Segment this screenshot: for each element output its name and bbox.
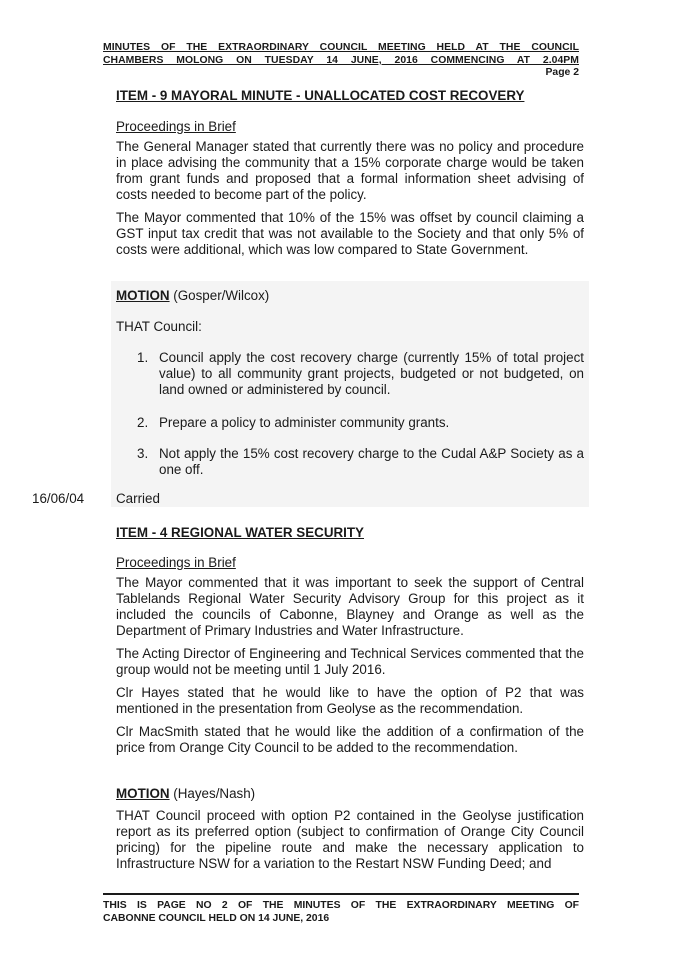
motion-label: MOTION: [116, 288, 170, 303]
item-4-proceedings-label: Proceedings in Brief: [116, 555, 236, 570]
item-4-paragraph-3: Clr Hayes stated that he would like to have the option of P2 that was mentioned in the presentation from Geolyse as the recommendation.: [116, 685, 584, 716]
item-4-paragraph-4: Clr MacSmith stated that he would like the addition of a confirmation of the price from Orange City Council to be added to the recommendation.: [116, 724, 584, 755]
motion-result: Carried: [116, 491, 160, 506]
motion-movers: (Hayes/Nash): [169, 786, 256, 801]
list-item-text: Council apply the cost recovery charge (currently 15% of total project value) to all community grant projects, budgeted or not budgeted, on land owned or administered by council.: [159, 350, 584, 397]
list-item-number: 3.: [137, 446, 149, 461]
footer-line-2: CABONNE COUNCIL HELD ON 14 JUNE, 2016: [103, 913, 330, 924]
header-line-2: CHAMBERS MOLONG ON TUESDAY 14 JUNE, 2016 COMMENCING AT 2.04PM: [103, 55, 579, 66]
list-item-number: 1.: [137, 350, 149, 365]
list-item-text: Not apply the 15% cost recovery charge to the Cudal A&P Society as a one off.: [159, 446, 584, 477]
motion-movers: (Gosper/Wilcox): [169, 288, 270, 303]
item-9-title: ITEM - 9 MAYORAL MINUTE - UNALLOCATED COST RECOVERY: [116, 88, 525, 103]
footer-line-1: THIS IS PAGE NO 2 OF THE MINUTES OF THE EXTRAORDINARY MEETING OF: [103, 900, 579, 911]
item-4-title: ITEM - 4 REGIONAL WATER SECURITY: [116, 525, 364, 540]
list-item-text: Prepare a policy to administer community grants.: [159, 415, 450, 430]
item-4-paragraph-2: The Acting Director of Engineering and Technical Services commented that the group would not be meeting until 1 July 2016.: [116, 646, 584, 677]
page-number: Page 2: [545, 67, 579, 78]
item-9-paragraph-1: The General Manager stated that currently there was no policy and procedure in place advising the community that a 15% corporate charge would be taken from grant funds and proposed that a formal information sheet advising of costs needed to become part of the policy.: [116, 139, 584, 202]
item-9-that-council: THAT Council:: [116, 319, 202, 334]
item-9-proceedings-label: Proceedings in Brief: [116, 119, 236, 134]
list-item-number: 2.: [137, 415, 149, 430]
resolution-number: 16/06/04: [32, 491, 85, 506]
footer-rule: [103, 893, 579, 895]
item-9-motion-heading: [116, 288, 269, 303]
motion-label: MOTION: [116, 786, 170, 801]
item-9-paragraph-2: The Mayor commented that 10% of the 15% was offset by council claiming a GST input tax credit that was not available to the Society and that only 5% of costs were additional, which was low compared to State Government.: [116, 210, 584, 257]
header-line-1: MINUTES OF THE EXTRAORDINARY COUNCIL MEETING HELD AT THE COUNCIL: [103, 42, 579, 53]
footer: [103, 899, 579, 925]
item-4-motion-text: THAT Council proceed with option P2 contained in the Geolyse justification report as its preferred option (subject to confirmation of Orange City Council pricing) for the pipeline route and make the necessary application to Infrastructure NSW for a variation to the Restart NSW Funding Deed; and: [116, 808, 584, 871]
item-4-motion-heading: [116, 786, 255, 801]
item-4-paragraph-1: The Mayor commented that it was important to seek the support of Central Tablelands Regional Water Security Advisory Group for this project as it included the councils of Cabonne, Blayney and Orange as well as the Department of Primary Industries and Water Infrastructure.: [116, 575, 584, 638]
